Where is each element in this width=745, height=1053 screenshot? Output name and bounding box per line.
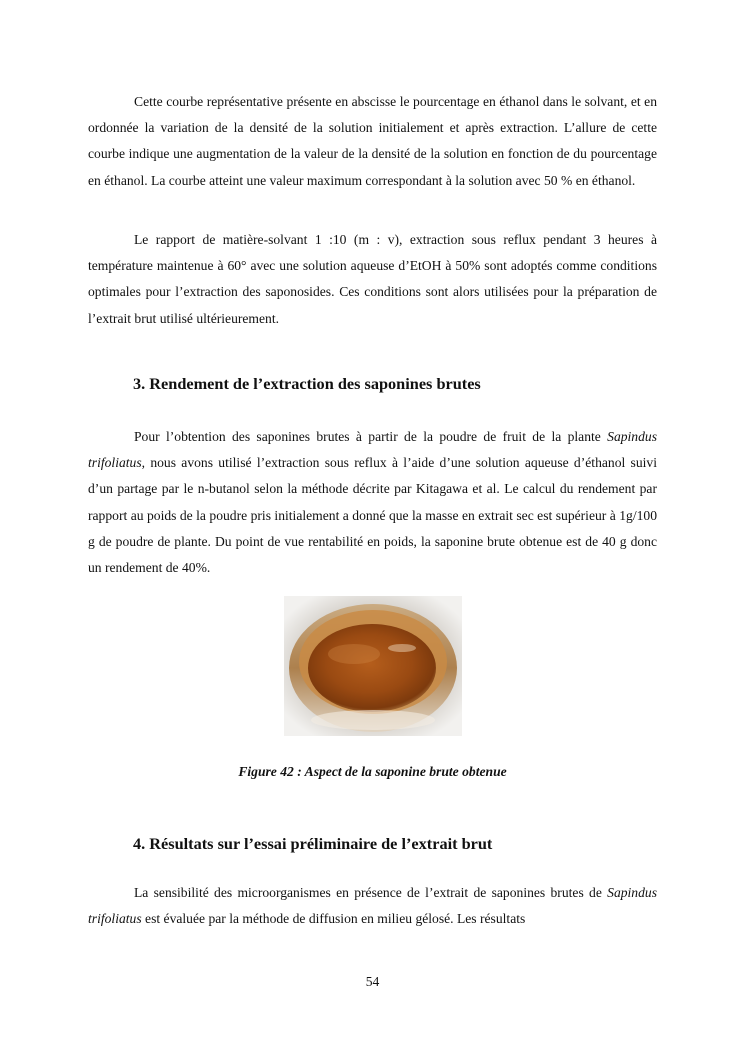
figure-crude-saponin-photo [284, 596, 462, 736]
paragraph-optimal-conditions: Le rapport de matière-solvant 1 :10 (m : v), extraction sous reflux pendant 3 heures à température maintenue à 60° avec une solution aqueuse d’EtOH à 50% sont adoptés comme conditions optimales pour l’extraction des saponosides. Ces conditions sont alors utilisées pour la préparation de l’extrait brut utilisé ultérieurement. [88, 232, 657, 326]
text-segment: , nous avons utilisé l’extraction sous reflux à l’aide d’une solution aqueuse d’éthanol suivi d’un partage par le n-butanol selon la méthode décrite par Kitagawa et al. Le calcul du rendement par rapport au poids de la poudre pris initialement a donné que la masse en extrait sec est supérieur à 1g/100 g de poudre de plante. Du point de vue rentabilité en poids, la saponine brute obtenue est de 40 g donc un rendement de 40%. [88, 455, 657, 576]
paragraph-density-curve: Cette courbe représentative présente en abscisse le pourcentage en éthanol dans le solvant, et en ordonnée la variation de la densité de la solution initialement et après extraction. L’allure de cette courbe indique une augmentation de la valeur de la densité de la solution en fonction de du pourcentage en éthanol. La courbe atteint une valeur maximum correspondant à la solution avec 50 % en éthanol. [88, 94, 657, 188]
text-segment: Pour l’obtention des saponines brutes à partir de la poudre de fruit de la plante [134, 429, 608, 444]
page-number: 54 [365, 974, 380, 989]
saponin-photo-image [284, 596, 462, 736]
figure-caption: Figure 42 : Aspect de la saponine brute obtenue [238, 764, 507, 779]
species-name: Sapindus trifoliatus [88, 429, 657, 471]
paragraph-extraction-yield [88, 424, 657, 581]
paragraph-preliminary-test [88, 880, 657, 932]
text-segment: La sensibilité des microorganismes en présence de l’extrait de saponines brutes de [134, 885, 608, 900]
section-heading-4: 4. Résultats sur l’essai préliminaire de l’extrait brut [133, 834, 493, 853]
section-heading-3: 3. Rendement de l’extraction des saponines brutes [133, 374, 481, 393]
text-segment: est évaluée par la méthode de diffusion en milieu gélosé. Les résultats [141, 911, 526, 927]
species-name: Sapindus trifoliatus [88, 885, 657, 927]
